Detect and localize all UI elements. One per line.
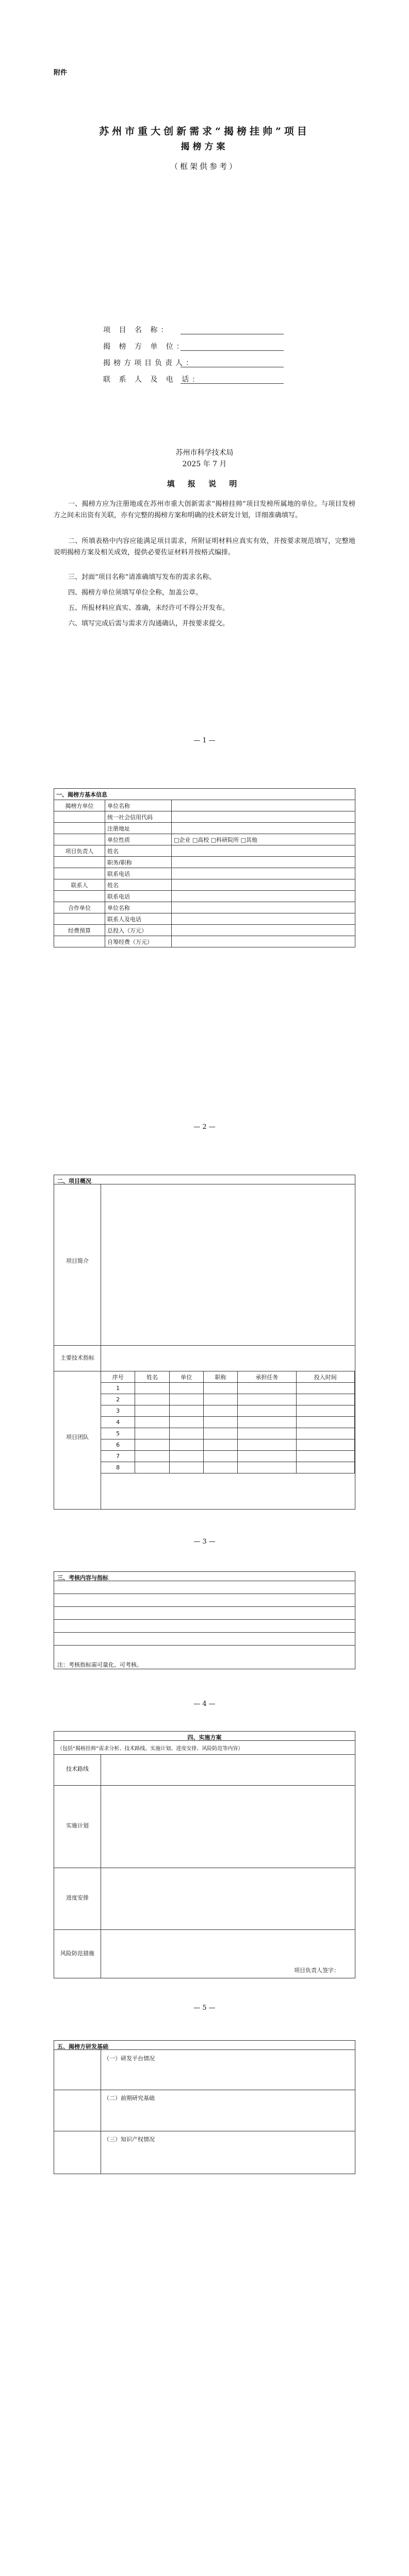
table-cell[interactable] [238,1383,296,1394]
table-cell: 6 [101,1439,135,1451]
field-line[interactable] [181,383,284,384]
table-row [101,1405,355,1417]
table-cell: 姓名 [105,845,172,857]
field-label: 项 目 名 称： [103,326,171,334]
table-cell[interactable] [296,1462,354,1473]
instruction-para-1: 一、揭榜方应为注册地或在苏州市重大创新需求“揭榜挂帅”项目发榜所属地的单位。与项目发榜方之间未出资有关联，亦有完整的揭榜方案和明确的技术研发计划，详细准确填写。 [54,500,355,519]
field-label: 联 系 人 及 电 话： [103,376,203,384]
table-cell: 8 [101,1462,135,1473]
table-cell[interactable] [135,1417,169,1428]
table-cell[interactable] [203,1462,237,1473]
research-base-box [54,2040,355,2174]
table-cell[interactable] [172,811,355,823]
table-cell[interactable] [172,879,355,891]
table-cell[interactable] [135,1394,169,1405]
field-label: 揭榜方项目负责人： [103,359,196,367]
table-cell[interactable] [203,1428,237,1439]
page-number: — 5 — [193,2004,216,2012]
section-heading: 四、实施方案 [54,1732,355,1741]
instructions-heading: 填 报 说 明 [167,479,242,488]
overview-label: 项目简介 [66,1258,89,1264]
instruction-para-5: 五、所报材料应真实、准确，未经许可不得公开发布。 [68,604,230,612]
implementation-note: （包括“揭榜挂帅”需求分析、技术路线、实施计划、进度安排、风险防范等内容） [57,1746,243,1752]
table-cell[interactable] [172,857,355,868]
table-cell[interactable] [172,868,355,879]
table-cell[interactable] [169,1405,203,1417]
table-cell: 联系人 [54,879,105,891]
table-row [54,811,355,823]
table-cell: 揭榜方单位 [54,800,105,811]
table-cell[interactable] [135,1451,169,1462]
assessment-box [54,1571,355,1669]
table-cell[interactable] [238,1405,296,1417]
impl-label-cell [54,1929,101,1978]
table-cell[interactable] [238,1394,296,1405]
page-number: — 4 — [193,1700,216,1708]
table-cell[interactable] [169,1428,203,1439]
table-row [101,1451,355,1462]
instruction-para-3: 三、封面“项目名称”请准确填写发布的需求名称。 [68,573,216,581]
table-cell[interactable] [238,1451,296,1462]
table-cell: 姓名 [105,879,172,891]
table-header-cell: 姓名 [135,1371,169,1383]
table-header-cell: 投入时间 [296,1371,354,1383]
table-cell[interactable] [203,1383,237,1394]
indicator-label: 主要技术指标 [60,1354,94,1361]
impl-label: 技术路线 [66,1766,89,1772]
overview-label-cell [54,1184,101,1345]
table-cell: 经费预算 [54,925,105,936]
table-cell [54,823,105,834]
table-cell [54,891,105,902]
impl-label: 风险防范措施 [60,1950,94,1957]
table-cell[interactable] [172,925,355,936]
table-cell[interactable] [296,1417,354,1428]
table-row [101,1383,355,1394]
table-row [54,823,355,834]
table-cell[interactable] [296,1383,354,1394]
section-heading: 一、揭榜方基本信息 [54,789,355,800]
table-cell: 7 [101,1451,135,1462]
table-cell: 注册地址 [105,823,172,834]
table-row [54,879,355,891]
table-row [54,868,355,879]
table-cell: 合作单位 [54,902,105,913]
team-label-cell [54,1371,101,1509]
instruction-para-6: 六、填写完成后需与需求方沟通确认，并按要求提交。 [68,620,230,628]
table-cell: 3 [101,1405,135,1417]
table-cell[interactable] [238,1417,296,1428]
table-row [54,857,355,868]
basic-info-table [54,788,355,947]
table-cell[interactable] [238,1462,296,1473]
table-cell[interactable] [296,1428,354,1439]
table-row [101,1462,355,1473]
table-cell [54,913,105,925]
table-cell: 2 [101,1394,135,1405]
table-row [54,913,355,925]
table-cell: 职务/职称 [105,857,172,868]
table-cell[interactable]: □企业 □高校 □科研院所 □其他 [172,834,355,845]
signature-label: 项目负责人签字： [294,1967,339,1974]
table-cell[interactable] [135,1462,169,1473]
attachment-label: 附件 [54,69,68,77]
table-cell [54,811,105,823]
table-row [101,1371,355,1383]
table-cell[interactable] [169,1383,203,1394]
impl-label: 进度安排 [66,1894,89,1901]
table-cell[interactable] [172,845,355,857]
table-cell[interactable] [172,936,355,947]
table-cell: 4 [101,1417,135,1428]
table-cell: 单位性质 [105,834,172,845]
table-cell[interactable] [169,1462,203,1473]
table-cell[interactable] [203,1405,237,1417]
assessment-lines[interactable] [54,1581,355,1658]
cover-title-2: 揭榜方案 [181,142,228,152]
table-cell[interactable] [203,1439,237,1451]
research-item: （二）前期研究基础 [104,2095,155,2102]
table-cell[interactable] [238,1439,296,1451]
table-cell [54,936,105,947]
table-cell: 1 [101,1383,135,1394]
cover-title: 苏州市重大创新需求“揭榜挂帅”项目 [99,126,310,137]
table-cell[interactable] [135,1405,169,1417]
instruction-para-2: 二、所填表格中内容应能满足项目需求，所附证明材料应真实有效，并按要求规范填写，完整地说明揭榜方案及相关成效，提供必要佐证材料并按格式编排。 [54,537,355,556]
section-heading: 三、考核内容与指标 [54,1572,355,1581]
table-cell[interactable] [172,913,355,925]
table-row [54,925,355,936]
cover-subtitle: （框架供参考） [170,162,239,171]
table-cell [54,857,105,868]
table-cell[interactable] [135,1383,169,1394]
table-cell: 联系电话 [105,868,172,879]
table-cell[interactable] [169,1417,203,1428]
table-cell[interactable] [172,902,355,913]
research-item: （三）知识产权情况 [104,2136,155,2143]
page-number: — 3 — [193,1538,216,1546]
table-cell[interactable] [169,1451,203,1462]
table-header-cell: 序号 [101,1371,135,1383]
table-cell: 5 [101,1428,135,1439]
table-row [101,1417,355,1428]
table-cell[interactable] [296,1439,354,1451]
impl-label: 实施计划 [66,1822,89,1829]
table-cell: 单位名称 [105,800,172,811]
table-row [54,936,355,947]
project-overview-box [54,1175,355,1510]
table-cell: 联系电话 [105,891,172,902]
section-heading: 五、揭榜方研发基础 [54,2041,355,2050]
table-cell: 项目负责人 [54,845,105,857]
cover-field-1 [103,325,320,336]
table-row [54,891,355,902]
table-cell: 单位名称 [105,902,172,913]
table-cell[interactable] [296,1394,354,1405]
table-header-cell: 承担任务 [238,1371,296,1383]
assessment-note: 注：考核指标需可量化、可考核。 [57,1662,142,1668]
table-cell[interactable] [203,1417,237,1428]
table-row [101,1394,355,1405]
cover-date: 2025 年 7 月 [182,460,227,468]
table-cell: 自筹经费（万元） [105,936,172,947]
page-number: — 1 — [193,737,216,744]
indicator-label-cell [54,1345,101,1371]
table-row [101,1428,355,1439]
table-cell: 统一社会信用代码 [105,811,172,823]
table-cell[interactable] [135,1439,169,1451]
research-item: （一）研发平台情况 [104,2055,155,2062]
table-row [101,1439,355,1451]
table-cell[interactable] [203,1451,237,1462]
cover-field-3 [103,358,320,369]
table-row [54,834,355,845]
table-cell[interactable] [169,1439,203,1451]
table-row [54,800,355,811]
team-label: 项目团队 [66,1434,89,1440]
table-cell [54,834,105,845]
table-cell[interactable] [172,800,355,811]
table-cell[interactable] [172,823,355,834]
table-cell: 联系人及电话 [105,913,172,925]
impl-label-cell [54,1785,101,1868]
implementation-box [54,1731,355,1978]
team-table [101,1371,355,1473]
table-cell[interactable] [169,1394,203,1405]
impl-label-cell [54,1868,101,1929]
cover-field-2 [103,341,320,352]
table-cell[interactable] [203,1394,237,1405]
cover-field-4 [103,374,320,385]
table-cell [54,868,105,879]
table-cell[interactable] [135,1428,169,1439]
table-cell[interactable] [296,1451,354,1462]
table-cell[interactable] [172,891,355,902]
table-header-cell: 职称 [203,1371,237,1383]
table-cell[interactable] [238,1428,296,1439]
page-number: — 2 — [193,1123,216,1131]
impl-label-cell [54,1754,101,1785]
table-header-cell: 单位 [169,1371,203,1383]
table-row [54,845,355,857]
field-label: 揭 榜 方 单 位： [103,343,187,351]
table-row [54,902,355,913]
field-line[interactable] [181,350,284,351]
table-cell: 总投入（万元） [105,925,172,936]
cover-issuer: 苏州市科学技术局 [175,449,234,457]
instruction-para-4: 四、揭榜方单位须填写单位全称，加盖公章。 [68,589,203,597]
table-cell[interactable] [296,1405,354,1417]
section-heading: 二、项目概况 [54,1175,355,1184]
